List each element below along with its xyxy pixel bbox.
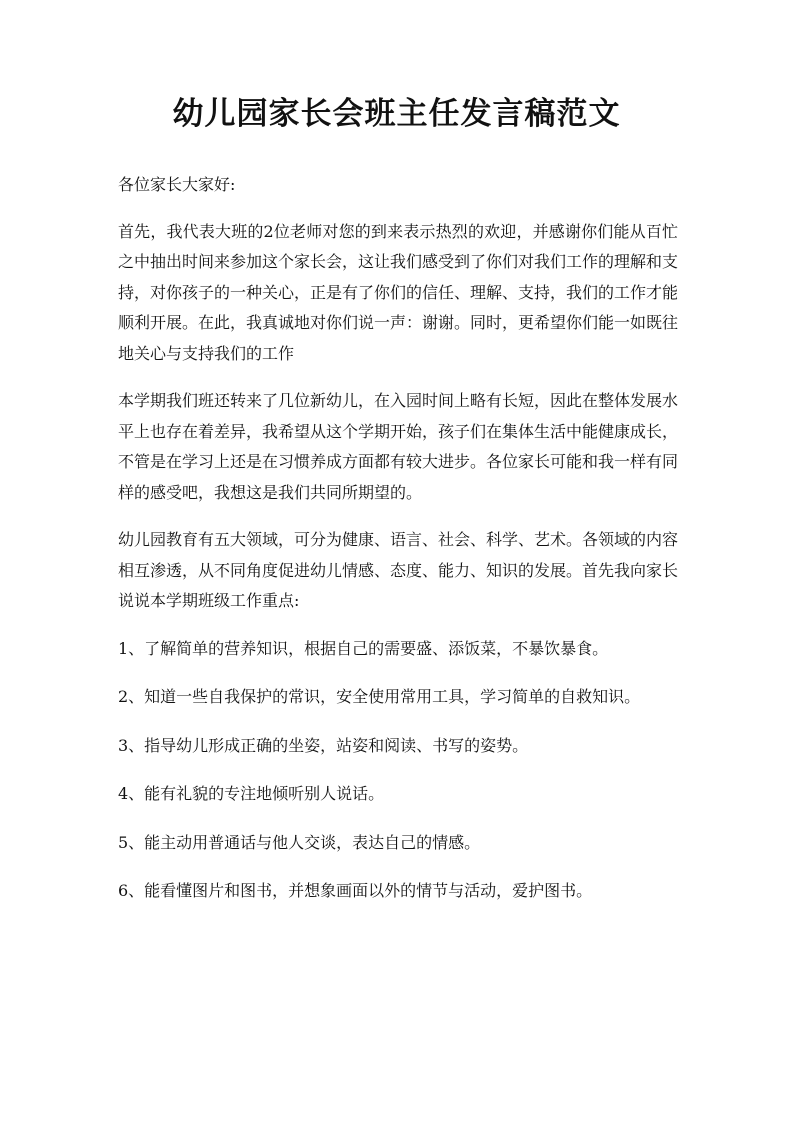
paragraph-education-domains: 幼儿园教育有五大领域，可分为健康、语言、社会、科学、艺术。各领域的内容相互渗透，从不同角度促进幼儿情感、态度、能力、知识的发展。首先我向家长说说本学期班级工作重点: <box>118 530 679 610</box>
list-item-4: 4、能有礼貌的专注地倾听别人说话。 <box>118 784 385 803</box>
greeting: 各位家长大家好: <box>118 175 236 194</box>
document-body <box>118 170 678 925</box>
page-title: 幼儿园家长会班主任发言稿范文 <box>172 96 621 132</box>
list-item-6: 6、能看懂图片和图书，并想象画面以外的情节与活动，爱护图书。 <box>118 881 593 900</box>
list-item-1: 1、了解简单的营养知识，根据自己的需要盛、添饭菜，不暴饮暴食。 <box>118 638 609 658</box>
paragraph-class-situation: 本学期我们班还转来了几位新幼儿，在入园时间上略有长短，因此在整体发展水平上也存在着差异，我希望从这个学期开始，孩子们在集体生活中能健康成长，不管是在学习上还是在习惯养成方面都有较大进步。各位家长可能和我一样有同样的感受吧，我想这是我们共同所期望的。 <box>118 391 679 502</box>
paragraph-intro: 首先，我代表大班的2位老师对您的到来表示热烈的欢迎，并感谢你们能从百忙之中抽出时间来参加这个家长会，这让我们感受到了你们对我们工作的理解和支持，对你孩子的一种关心，正是有了你们的信任、理解、支持，我们的工作才能顺利开展。在此，我真诚地对你们说一声：谢谢。同时，更希望你们能一如既往地关心与支持我们的工作 <box>118 221 679 363</box>
list-item-5: 5、能主动用普通话与他人交谈，表达自己的情感。 <box>118 832 481 852</box>
list-item-2: 2、知道一些自我保护的常识，安全使用常用工具，学习简单的自救知识。 <box>118 687 641 706</box>
list-item-3: 3、指导幼儿形成正确的坐姿，站姿和阅读、书写的姿势。 <box>118 735 529 755</box>
